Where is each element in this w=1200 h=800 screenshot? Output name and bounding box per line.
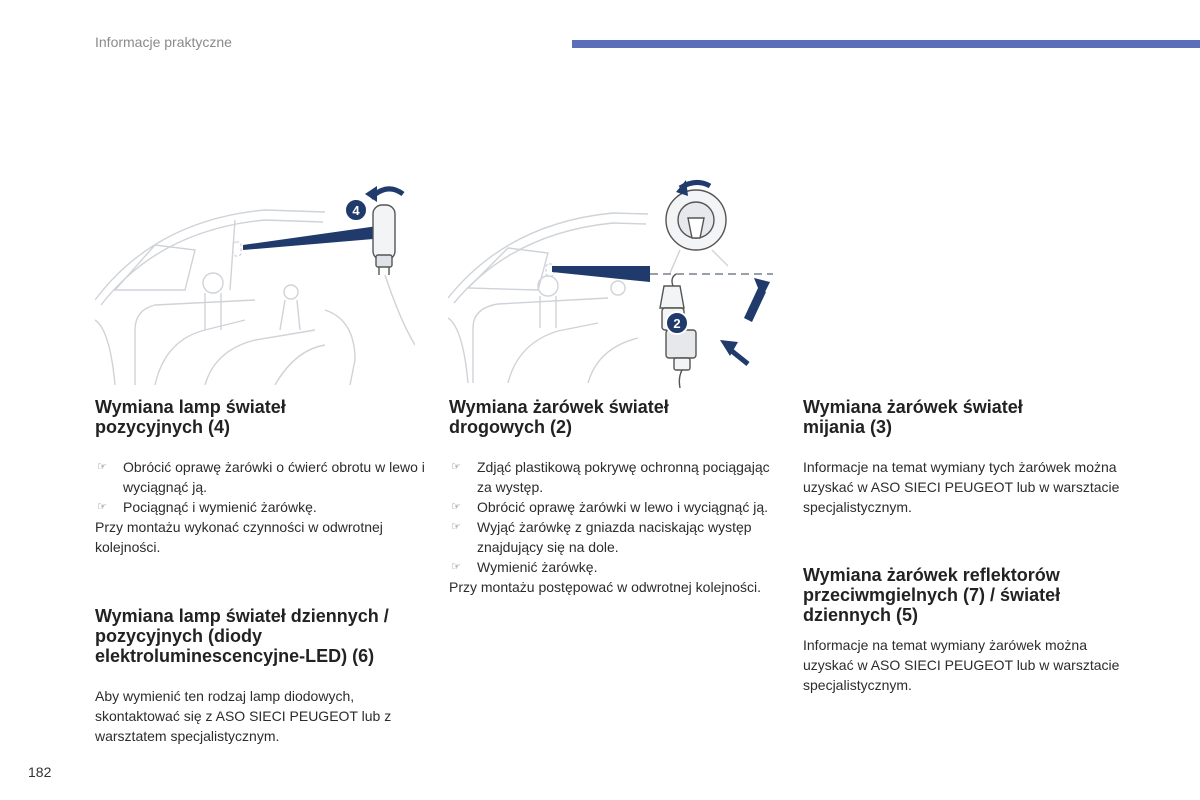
heading-line: Wymiana żarówek świateł bbox=[449, 397, 669, 417]
page-number: 182 bbox=[28, 764, 52, 780]
fog-lamp-section-heading: Wymiana żarówek reflektorów przeciwmgielnych (7) / świateł dziennych (5) bbox=[803, 565, 1061, 625]
callout-badge-4 bbox=[345, 199, 367, 221]
instruction-item: ☞ Zdjąć plastikową pokrywę ochronną pociągając za występ. bbox=[451, 459, 770, 495]
low-beam-text: Informacje na temat wymiany tych żarówek można uzyskać w ASO SIECI PEUGEOT lub w warsztacie specjalistycznym. bbox=[803, 459, 1120, 515]
position-lamps-section bbox=[95, 397, 430, 746]
pointer-icon: ☞ bbox=[97, 461, 107, 473]
pointer-icon: ☞ bbox=[97, 501, 107, 513]
header-accent-bar bbox=[572, 40, 1200, 48]
heading-line: drogowych (2) bbox=[449, 417, 573, 437]
instruction-item: ☞ Wymienić żarówkę. bbox=[451, 559, 598, 575]
assembly-note: Przy montażu wykonać czynności w odwrotnej kolejności. bbox=[95, 519, 383, 555]
led-section-heading: Wymiana lamp świateł dziennych / pozycyjnych (diody elektroluminescencyjne-LED) (6) bbox=[95, 606, 389, 666]
section-heading bbox=[803, 397, 1138, 437]
heading-line: pozycyjnych (4) bbox=[95, 417, 231, 437]
heading-line: Wymiana lamp świateł bbox=[95, 397, 286, 417]
position-lamp-illustration bbox=[95, 180, 415, 385]
instruction-item: ☞ Wyjąć żarówkę z gniazda naciskając występ znajdujący się na dole. bbox=[451, 519, 752, 555]
assembly-note: Przy montażu postępować w odwrotnej kolejności. bbox=[449, 579, 762, 595]
pointer-icon: ☞ bbox=[451, 561, 461, 573]
fog-lamp-section-text: Informacje na temat wymiany żarówek można uzyskać w ASO SIECI PEUGEOT lub w warsztacie specjalistycznym. bbox=[803, 637, 1120, 693]
led-section-text: Aby wymienić ten rodzaj lamp diodowych, skontaktować się z ASO SIECI PEUGEOT lub z warsztatem specjalistycznym. bbox=[95, 688, 392, 744]
instruction-item: ☞ Pociągnąć i wymienić żarówkę. bbox=[97, 499, 317, 515]
pointer-icon: ☞ bbox=[451, 501, 461, 513]
pointer-icon: ☞ bbox=[451, 461, 461, 473]
section-heading bbox=[449, 397, 784, 437]
heading-line: mijania (3) bbox=[803, 417, 893, 437]
section-heading bbox=[95, 397, 430, 437]
instruction-list bbox=[449, 457, 784, 577]
instruction-list bbox=[95, 457, 430, 517]
callout-badge-2 bbox=[666, 312, 688, 334]
svg-text:2: 2 bbox=[673, 316, 681, 331]
low-beam-section bbox=[803, 397, 1138, 695]
instruction-item: ☞ Obrócić oprawę żarówki w lewo i wyciągnąć ją. bbox=[451, 499, 768, 515]
high-beam-illustration bbox=[448, 178, 778, 388]
high-beam-section bbox=[449, 397, 784, 597]
heading-line: Wymiana żarówek świateł bbox=[803, 397, 1023, 417]
svg-text:4: 4 bbox=[352, 203, 360, 218]
section-title: Informacje praktyczne bbox=[95, 34, 232, 50]
pointer-icon: ☞ bbox=[451, 521, 461, 533]
instruction-item: ☞ Obrócić oprawę żarówki o ćwierć obrotu w lewo i wyciągnąć ją. bbox=[97, 459, 425, 495]
